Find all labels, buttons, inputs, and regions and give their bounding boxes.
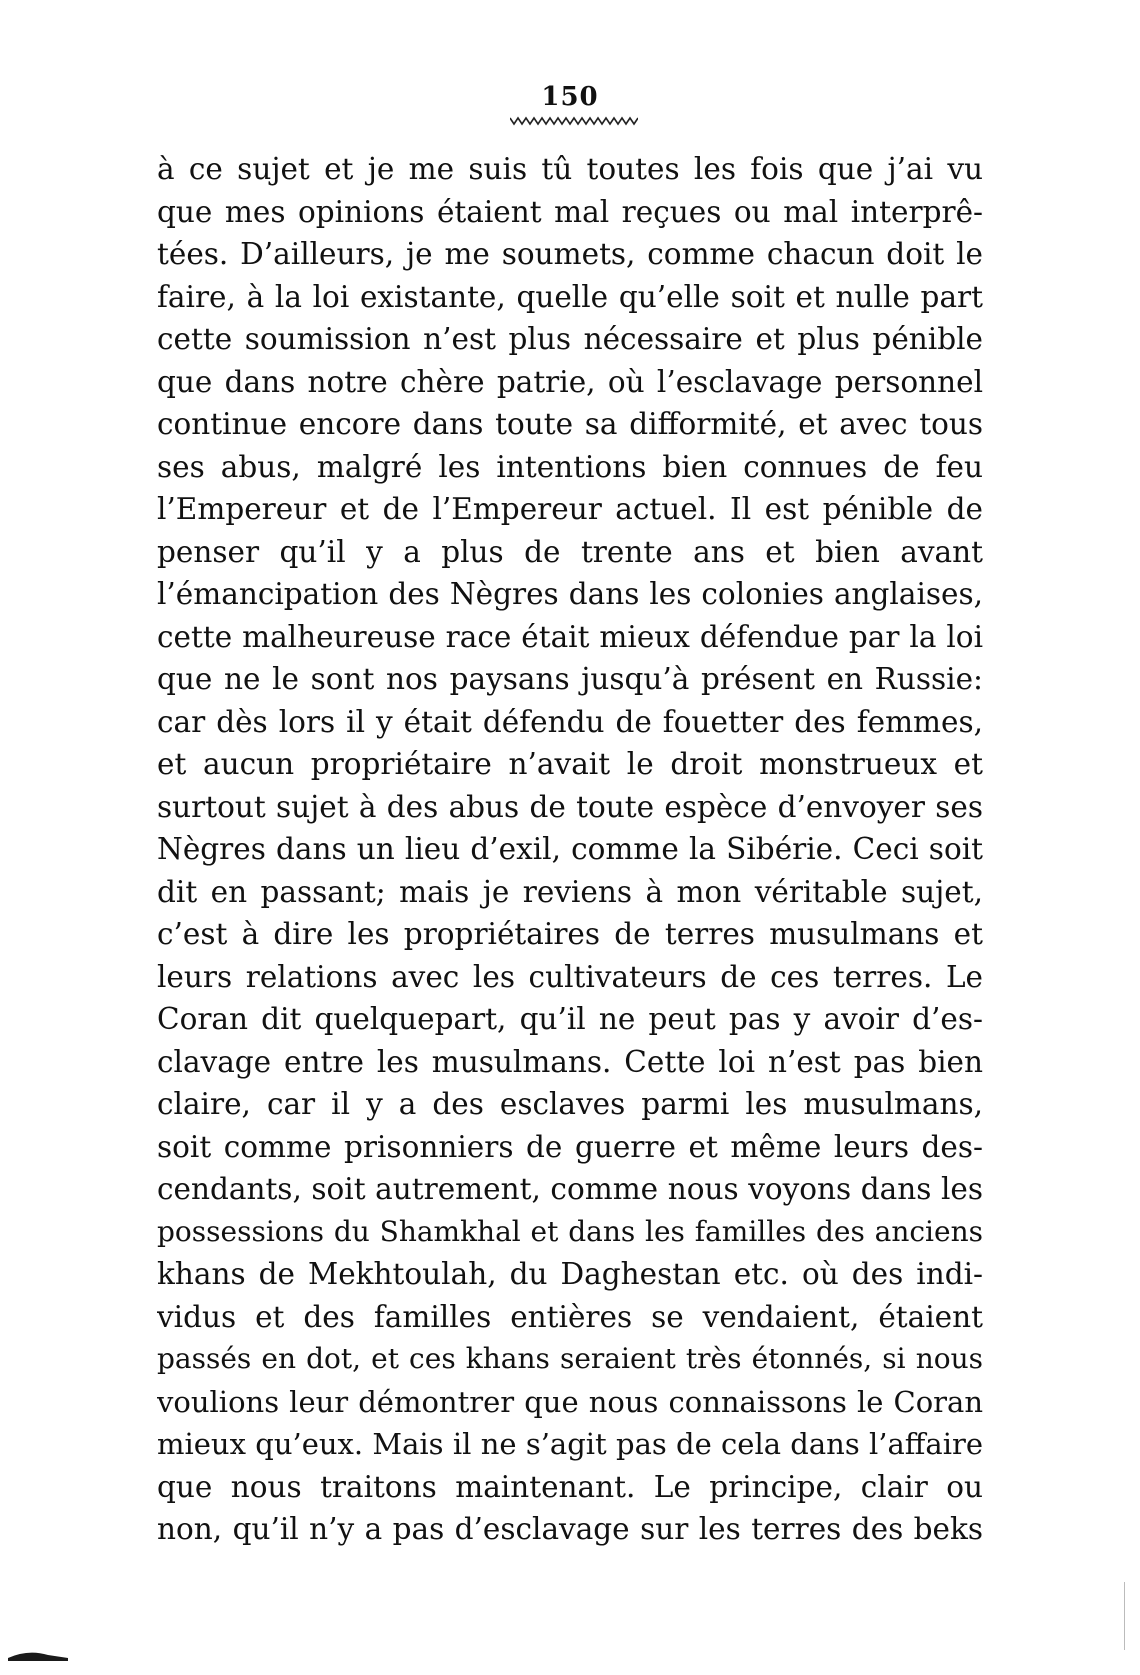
text-line: faire, à la loi existante, quelle qu’elle soit et nulle part bbox=[157, 279, 983, 314]
text-line: cette malheureuse race était mieux défendue par la loi bbox=[157, 619, 983, 654]
text-line: khans de Mekhtoulah, du Daghestan etc. où des indi- bbox=[157, 1257, 983, 1291]
scan-edge-line bbox=[1123, 1582, 1126, 1650]
text-line: penser qu’il y a plus de trente ans et bien avant bbox=[157, 534, 983, 569]
text-line: l’Empereur et de l’Empereur actuel. Il est pénible de bbox=[157, 492, 983, 526]
page-number: 150 bbox=[541, 82, 599, 112]
text-line: clavage entre les musulmans. Cette loi n’est pas bien bbox=[157, 1044, 983, 1079]
scan-artifact-mark bbox=[8, 1649, 68, 1661]
text-line: à ce sujet et je me suis tû toutes les fois que j’ai vu bbox=[157, 152, 983, 186]
text-line: mieux qu’eux. Mais il ne s’agit pas de cela dans l’affaire bbox=[157, 1427, 983, 1461]
text-line: cendants, soit autrement, comme nous voyons dans les bbox=[157, 1172, 983, 1206]
text-line: tées. D’ailleurs, je me soumets, comme chacun doit le bbox=[157, 237, 983, 271]
page-number-ornament bbox=[510, 116, 638, 126]
text-line: passés en dot, et ces khans seraient très étonnés, si nous bbox=[157, 1342, 983, 1375]
text-line: possessions du Shamkhal et dans les familles des anciens bbox=[157, 1214, 983, 1248]
text-line: cette soumission n’est plus nécessaire et plus pénible bbox=[157, 322, 983, 356]
text-line: ses abus, malgré les intentions bien connues de feu bbox=[157, 449, 983, 484]
text-line: car dès lors il y était défendu de fouetter des femmes, bbox=[157, 704, 983, 739]
text-line: Nègres dans un lieu d’exil, comme la Sibérie. Ceci soit bbox=[157, 832, 983, 866]
text-line: leurs relations avec les cultivateurs de ces terres. Le bbox=[157, 959, 983, 994]
text-line: claire, car il y a des esclaves parmi les musulmans, bbox=[157, 1087, 983, 1121]
text-line: vidus et des familles entières se vendaient, étaient bbox=[157, 1299, 983, 1334]
text-line: l’émancipation des Nègres dans les colonies anglaises, bbox=[157, 577, 983, 611]
body-text bbox=[157, 148, 983, 1551]
text-line: soit comme prisonniers de guerre et même leurs des- bbox=[157, 1129, 983, 1164]
text-line: continue encore dans toute sa difformité, et avec tous bbox=[157, 407, 983, 441]
text-line: voulions leur démontrer que nous connaissons le Coran bbox=[157, 1384, 983, 1419]
text-line: que nous traitons maintenant. Le principe, clair ou bbox=[157, 1469, 983, 1504]
text-line: c’est à dire les propriétaires de terres musulmans et bbox=[157, 917, 983, 951]
text-line: Coran dit quelquepart, qu’il ne peut pas y avoir d’es- bbox=[157, 1002, 983, 1036]
text-line: et aucun propriétaire n’avait le droit monstrueux et bbox=[157, 747, 983, 781]
text-line: que dans notre chère patrie, où l’esclavage personnel bbox=[157, 364, 983, 399]
text-line: que mes opinions étaient mal reçues ou mal interprê- bbox=[157, 194, 983, 229]
text-line: non, qu’il n’y a pas d’esclavage sur les terres des beks bbox=[157, 1512, 983, 1546]
text-line: dit en passant; mais je reviens à mon véritable sujet, bbox=[157, 874, 983, 909]
text-line: que ne le sont nos paysans jusqu’à présent en Russie: bbox=[157, 662, 983, 696]
text-line: surtout sujet à des abus de toute espèce d’envoyer ses bbox=[157, 789, 983, 824]
